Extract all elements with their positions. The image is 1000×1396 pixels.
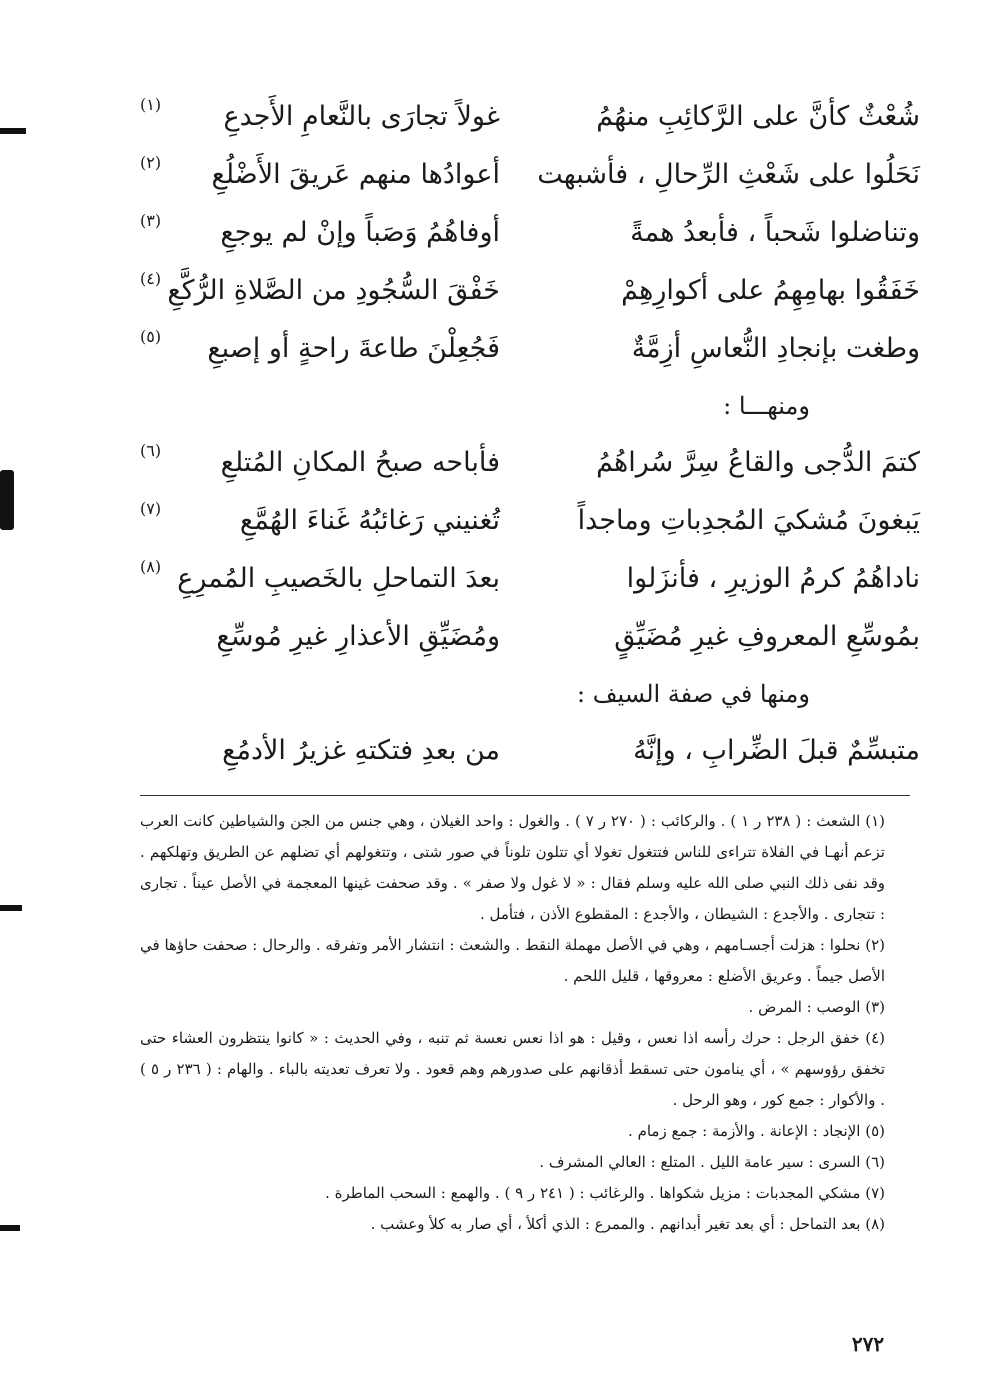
verse-line bbox=[140, 88, 920, 146]
verse-second-hemistich: خَفْقَ السُّجُودِ من الصَّلاةِ الرُّكَّعِ bbox=[167, 275, 500, 306]
edge-mark bbox=[0, 1225, 20, 1231]
verse-first-hemistich: متبسِّمٌ قبلَ الضِّرابِ ، وإنَّهُ bbox=[633, 735, 920, 766]
verse-line bbox=[140, 262, 920, 320]
footnote-ref: (٧) bbox=[140, 499, 162, 518]
verse-line bbox=[140, 320, 920, 378]
verse-line bbox=[140, 550, 920, 608]
verse-line bbox=[140, 492, 920, 550]
verse-second-hemistich: غولاً تجارَى بالنَّعامِ الأَجدعِ bbox=[223, 101, 500, 132]
verse-second-hemistich: بعدَ التماحلِ بالخَصيبِ المُمرِعِ bbox=[177, 563, 500, 594]
verse-second-hemistich: ومُضَيِّقِ الأعذارِ غيرِ مُوسِّعِ bbox=[216, 621, 500, 652]
verse-first-hemistich: خَفَقُوا بهامِهِمُ على أكوارِهِمْ bbox=[621, 275, 920, 306]
footnote: (٥) الإنجاد : الإعانة . والأزمة : جمع زمام . bbox=[628, 1122, 885, 1140]
verse-first-hemistich: كتمَ الدُّجى والقاعُ سِرَّ سُراهُمُ bbox=[596, 447, 920, 478]
verse-line bbox=[140, 722, 920, 780]
verse-line bbox=[140, 608, 920, 666]
footnote: (٤) خفق الرجل : حرك رأسه اذا نعس ، وقيل : هو اذا نعس نعسة ثم تنبه ، وفي الحديث : « كانوا ينتظرون العشاء حتى تخفق رؤوسهم » ، أي ينامون حتى تسقط أذقانهم على صدورهم وهم قعود . ولا تعرف تعديته بالباء . والهام : ( ٢٣٦ ر ٥ ) . والأكوار : جمع كور ، وهو الرحل . bbox=[140, 1029, 886, 1109]
verse-first-hemistich: وطغت بإنجادِ النُّعاسِ أزِمَّةٌ bbox=[631, 333, 920, 364]
verse-first-hemistich: بمُوسِّعِ المعروفِ غيرِ مُضَيِّقٍ bbox=[614, 621, 920, 652]
verse-first-hemistich: وتناضلوا شَحباً ، فأبعدُ همةً bbox=[630, 217, 920, 248]
verse-second-hemistich: تُغنيني رَغائبُهُ غَناءَ الهُمَّعِ bbox=[239, 505, 500, 536]
section-heading: ومنهـــا : bbox=[723, 392, 810, 420]
verse-first-hemistich: ناداهُمُ كرمُ الوزيرِ ، فأنزَلوا bbox=[626, 563, 920, 594]
footnote-ref: (٣) bbox=[140, 211, 162, 230]
verse-line bbox=[140, 146, 920, 204]
footnote: (٧) مشكي المجدبات : مزيل شكواها . والرغائب : ( ٢٤١ ر ٩ ) . والهمع : السحب الماطرة . bbox=[325, 1184, 885, 1202]
footnote: (١) الشعث : ( ٢٣٨ ر ١ ) . والركائب : ( ٢٧٠ ر ٧ ) . والغول : واحد الغيلان ، وهي جنس من الجن والشياطين كانت العرب تزعم أنهـا في الفلاة تتراءى للناس فتتغول تغولا أي تتلون تلوناً في صور شتى ، وتتغولهم أي تضلهم عن الطريق وتهلكهم . وقد نفى ذلك النبي صلى الله عليه وسلم فقال : « لا غول ولا صفر » . وقد صحفت غينها المعجمة في الأصل عيناً . تجارى : تتجارى . والأجدع : الشيطان ، والأجدع : المقطوع الأذن ، فتأمل . bbox=[140, 812, 885, 923]
verse-first-hemistich: نَحَلُوا على شَعْثِ الرِّحالِ ، فأشبهت bbox=[537, 159, 920, 190]
page-number: ٢٧٢ bbox=[851, 1332, 885, 1356]
footnotes bbox=[140, 806, 885, 1240]
verse-line bbox=[140, 204, 920, 262]
verse-first-hemistich: شُعْثٌ كأنَّ على الرَّكائِبِ منهُمُ bbox=[596, 101, 920, 132]
edge-mark bbox=[0, 470, 14, 530]
footnote: (٨) بعد التماحل : أي بعد تغير أبدانهم . والممرع : الذي أكلأ ، أي صار به كلأ وعشب . bbox=[370, 1215, 885, 1233]
verse-second-hemistich: أعوادُها منهم عَريقَ الأَضْلُعِ bbox=[211, 159, 500, 190]
edge-mark bbox=[0, 128, 26, 134]
verse-line bbox=[140, 434, 920, 492]
footnote: (٢) نحلوا : هزلت أجسـامهم ، وهي في الأصل مهملة النقط . والشعث : انتشار الأمر وتفرقه . والرحال : صحفت حاؤها في الأصل جيماً . وعريق الأضلع : معروقها ، قليل اللحم . bbox=[140, 936, 885, 985]
verse-second-hemistich: أوفاهُمُ وَصَباً وإنْ لم يوجعِ bbox=[220, 217, 500, 248]
footnote-ref: (٨) bbox=[140, 557, 162, 576]
verse-second-hemistich: من بعدِ فتكتهِ غزيرُ الأدمُعِ bbox=[222, 735, 500, 766]
footnote-separator bbox=[140, 795, 910, 796]
poem bbox=[140, 88, 920, 780]
footnote-ref: (٤) bbox=[140, 269, 162, 288]
footnote: (٦) السرى : سير عامة الليل . المتلع : العالي المشرف . bbox=[539, 1153, 885, 1171]
footnote: (٣) الوصب : المرض . bbox=[748, 998, 885, 1016]
footnote-ref: (٦) bbox=[140, 441, 162, 460]
section-heading: ومنها في صفة السيف : bbox=[576, 680, 810, 708]
footnote-ref: (١) bbox=[140, 95, 162, 114]
footnote-ref: (٥) bbox=[140, 327, 162, 346]
verse-first-hemistich: يَبغونَ مُشكيَ المُجدِباتِ وماجداً bbox=[577, 505, 920, 536]
footnote-ref: (٢) bbox=[140, 153, 162, 172]
edge-mark bbox=[0, 905, 22, 911]
verse-second-hemistich: فَجُعِلْنَ طاعةَ راحةٍ أو إصبعِ bbox=[207, 333, 500, 364]
verse-second-hemistich: فأباحه صبحُ المكانِ المُتلعِ bbox=[220, 447, 500, 478]
